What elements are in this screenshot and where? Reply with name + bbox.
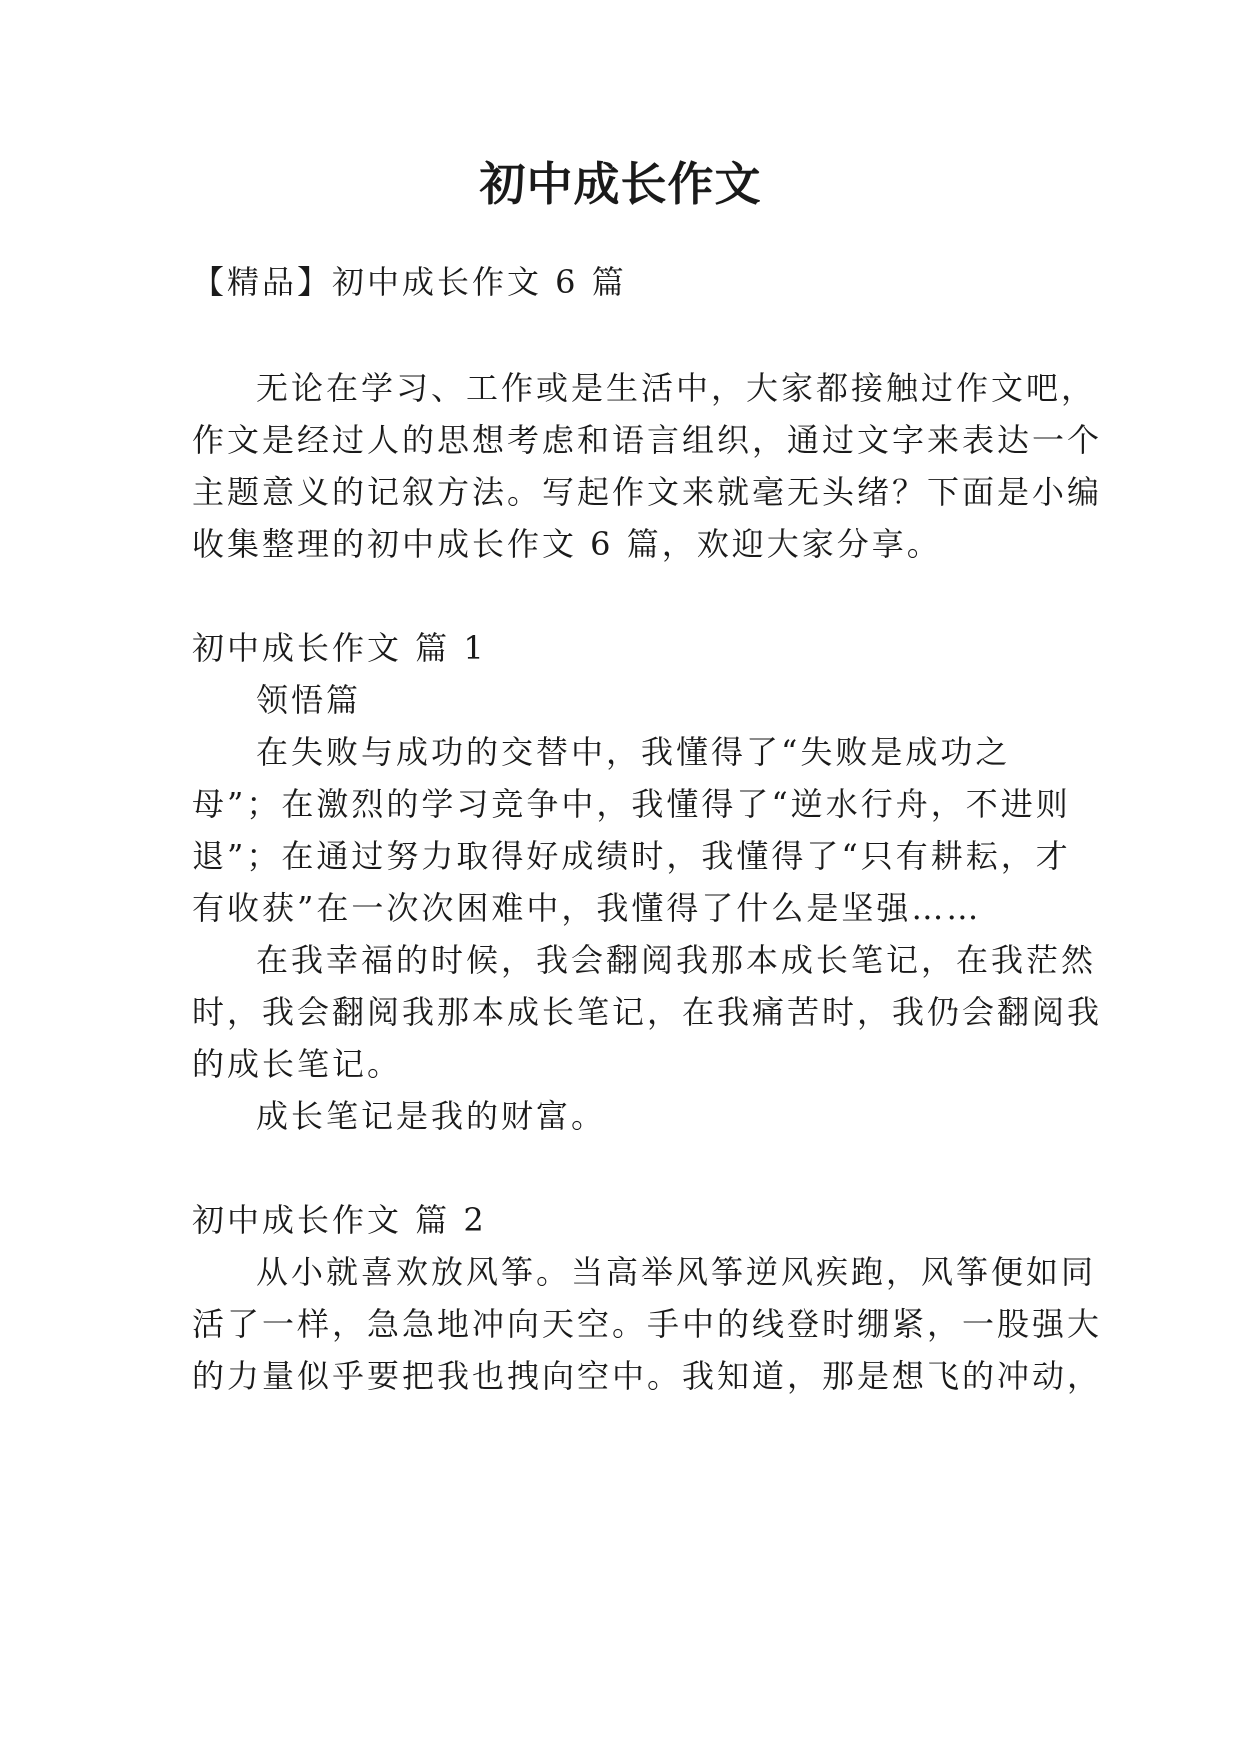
essay-heading: 初中成长作文 篇 1 <box>192 629 487 667</box>
intro-line: 主题意义的记叙方法。写起作文来就毫无头绪？下面是小编 <box>192 473 1103 511</box>
essay-heading: 初中成长作文 篇 2 <box>192 1201 487 1239</box>
paragraph-line: 有收获”在一次次困难中，我懂得了什么是坚强…… <box>192 889 982 927</box>
intro-line: 作文是经过人的思想考虑和语言组织，通过文字来表达一个 <box>192 421 1103 459</box>
essay-subheading: 领悟篇 <box>256 681 362 719</box>
paragraph-line: 活了一样，急急地冲向天空。手中的线登时绷紧，一股强大 <box>192 1305 1103 1343</box>
intro-line: 收集整理的初中成长作文 6 篇，欢迎大家分享。 <box>192 525 942 563</box>
essay-paragraph: 成长笔记是我的财富。 <box>256 1097 607 1135</box>
document-subtitle: 【精品】初中成长作文 6 篇 <box>192 263 627 301</box>
paragraph-line: 的成长笔记。 <box>192 1045 403 1083</box>
paragraph-line: 退”；在通过努力取得好成绩时，我懂得了“只有耕耘，才 <box>192 837 1071 875</box>
document-title: 初中成长作文 <box>479 157 762 211</box>
intro-line: 无论在学习、工作或是生活中，大家都接触过作文吧， <box>256 369 1097 407</box>
paragraph-line: 在失败与成功的交替中，我懂得了“失败是成功之 <box>256 733 1011 771</box>
paragraph-line: 在我幸福的时候，我会翻阅我那本成长笔记，在我茫然 <box>256 941 1097 979</box>
paragraph-line: 的力量似乎要把我也拽向空中。我知道，那是想飞的冲动， <box>192 1357 1103 1395</box>
paragraph-line: 时，我会翻阅我那本成长笔记，在我痛苦时，我仍会翻阅我 <box>192 993 1103 1031</box>
paragraph-line: 母”；在激烈的学习竞争中，我懂得了“逆水行舟，不进则 <box>192 785 1071 823</box>
paragraph-line: 从小就喜欢放风筝。当高举风筝逆风疾跑，风筝便如同 <box>256 1253 1097 1291</box>
